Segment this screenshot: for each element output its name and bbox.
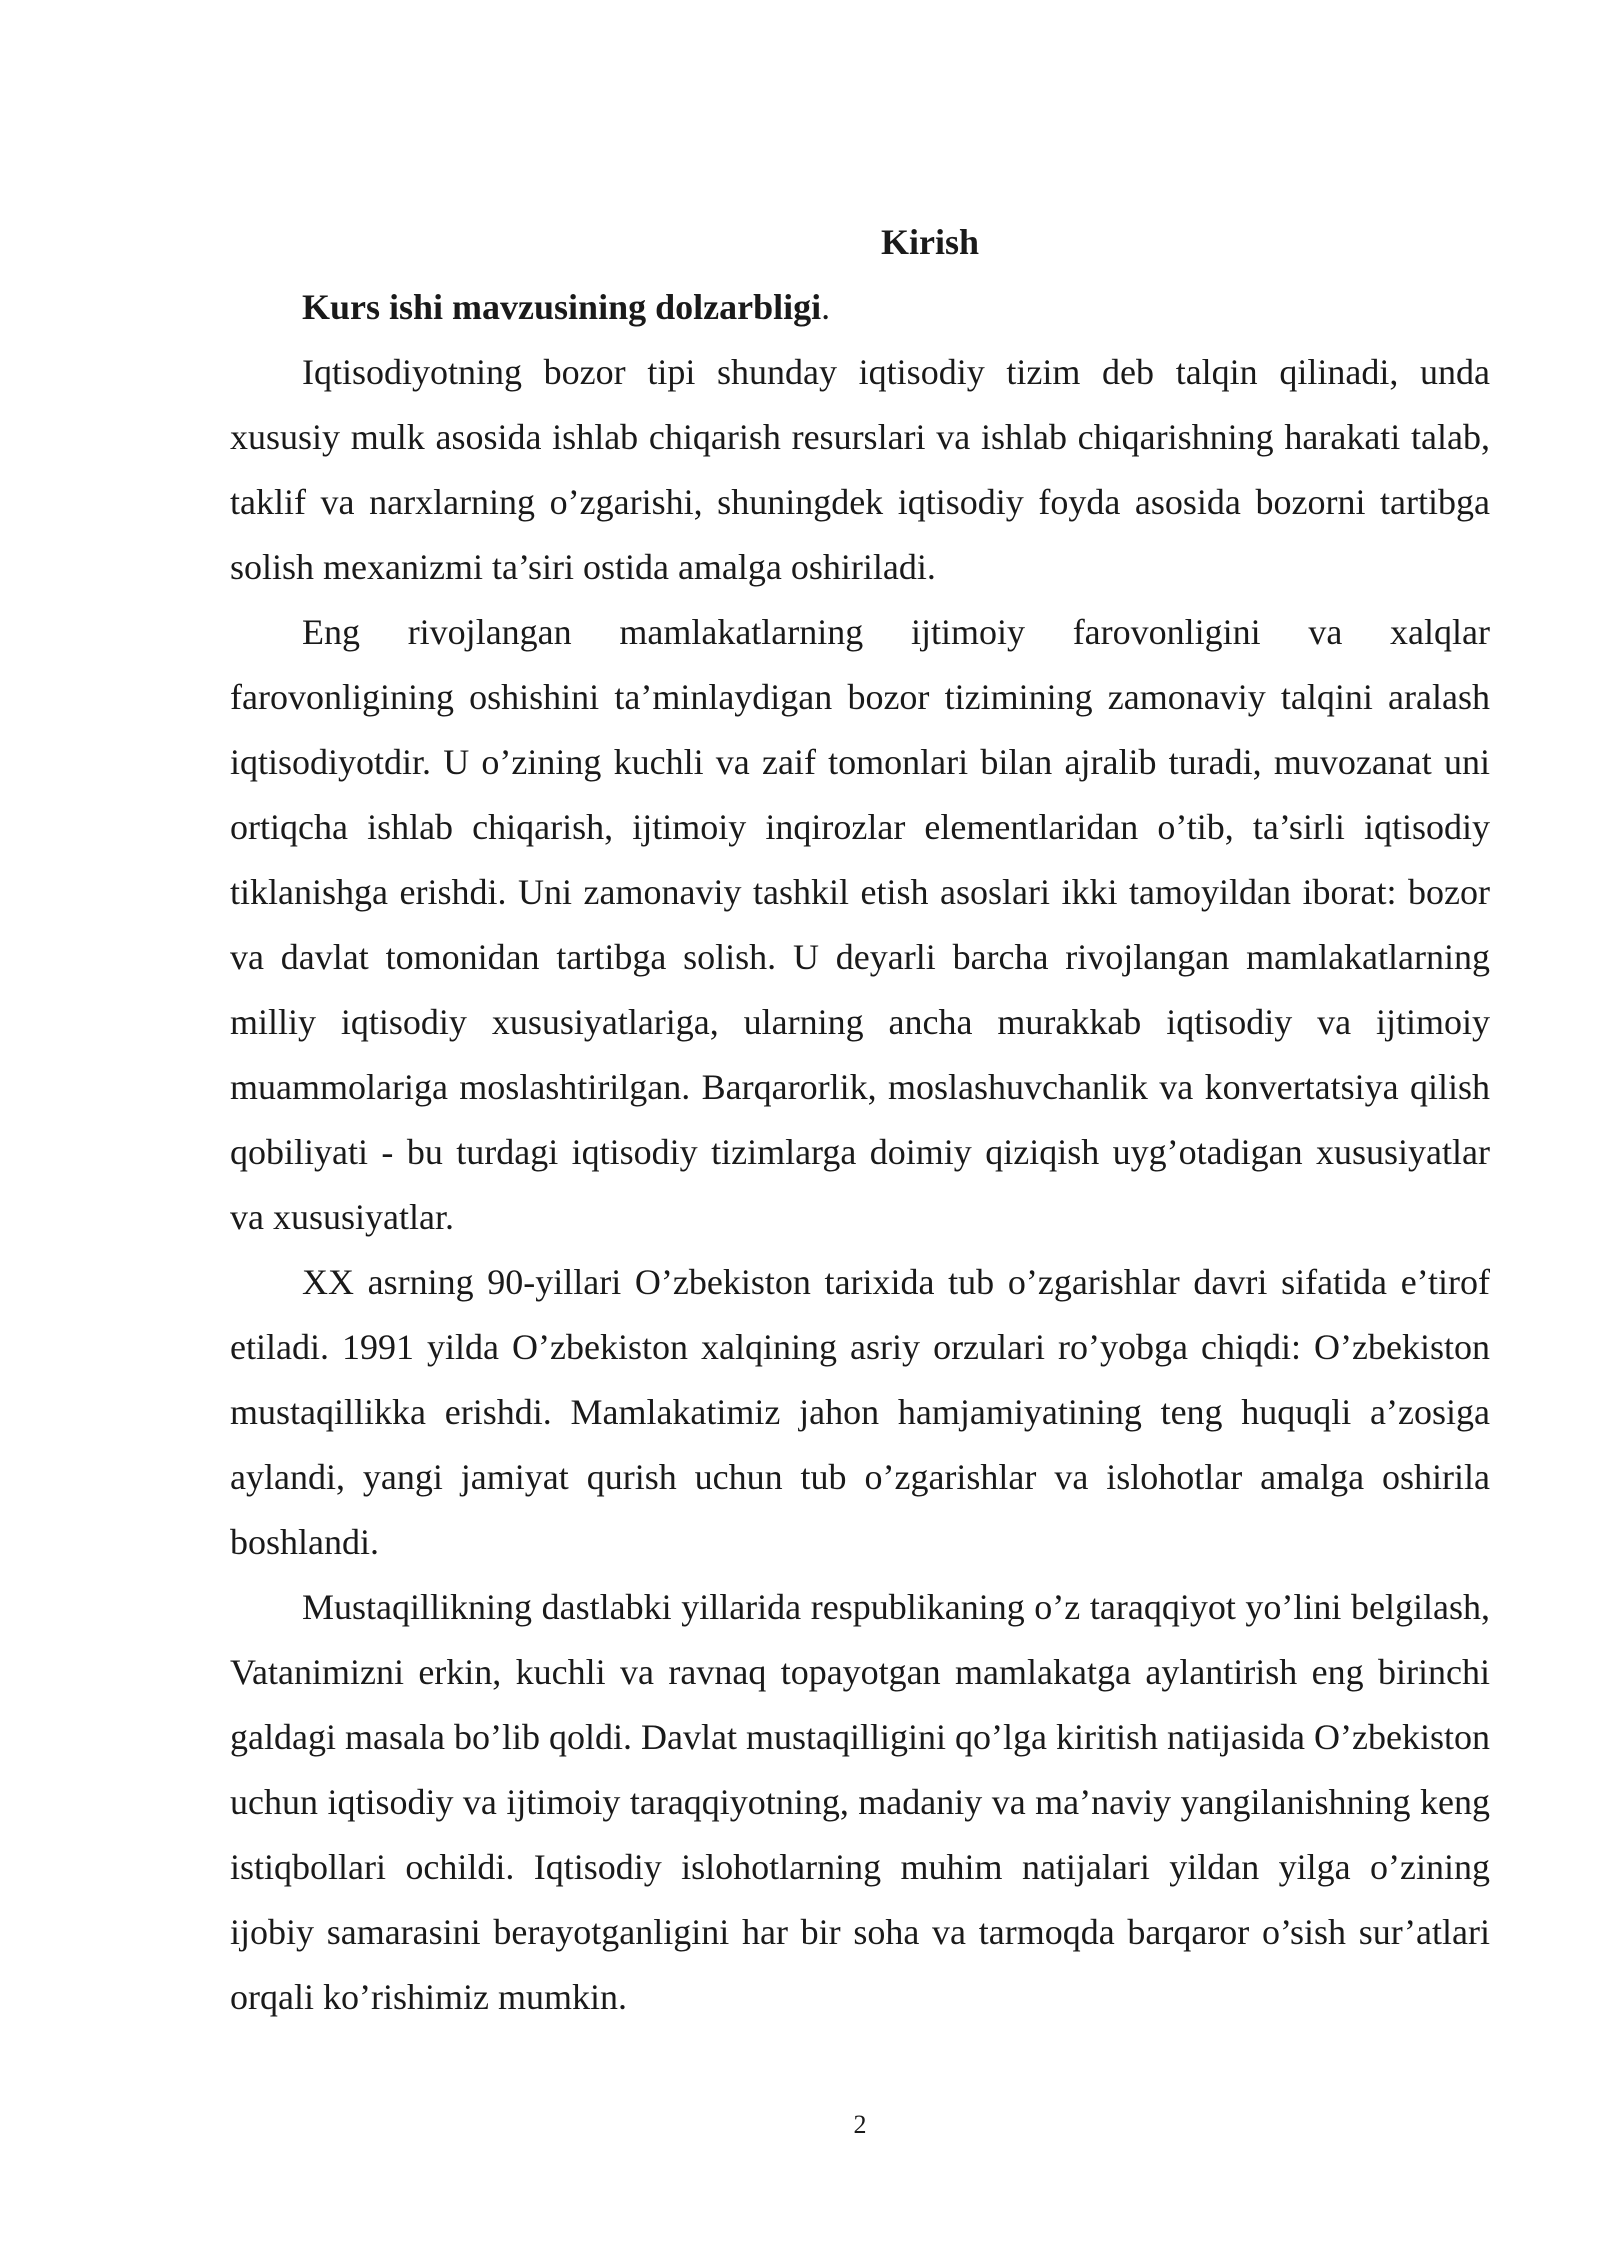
paragraph-1: Iqtisodiyotning bozor tipi shunday iqtisodiy tizim deb talqin qilinadi, unda xususiy mulk asosida ishlab chiqarish resurslari va ishlab chiqarishning harakati talab, taklif va narxlarning o’zgarishi, shuningdek iqtisodiy foyda asosida bozorni tartibga solish mexanizmi ta’siri ostida amalga oshiriladi. bbox=[230, 352, 1490, 587]
paragraph-3: XX asrning 90-yillari O’zbekiston tarixida tub o’zgarishlar davri sifatida e’tirof etiladi. 1991 yilda O’zbekiston xalqining asriy orzulari ro’yobga chiqdi: O’zbekiston mustaqillikka erishdi. Mamlakatimiz jahon hamjamiyatining teng huquqli a’zosiga aylandi, yangi jamiyat qurish uchun tub o’zgarishlar va islohotlar amalga oshirila boshlandi. bbox=[230, 1262, 1490, 1562]
paragraph-2: Eng rivojlangan mamlakatlarning ijtimoiy farovonligini va xalqlar farovonligining oshishini ta’minlaydigan bozor tizimining zamonaviy talqini aralash iqtisodiyotdir. U o’zining kuchli va zaif tomonlari bilan ajralib turadi, muvozanat uni ortiqcha ishlab chiqarish, ijtimoiy inqirozlar elementlaridan o’tib, ta’sirli iqtisodiy tiklanishga erishdi. Uni zamonaviy tashkil etish asoslari ikki tamoyildan iborat: bozor va davlat tomonidan tartibga solish. U deyarli barcha rivojlangan mamlakatlarning milliy iqtisodiy xususiyatlariga, ularning ancha murakkab iqtisodiy va ijtimoiy muammolariga moslashtirilgan. Barqarorlik, moslashuvchanlik va konvertatsiya qilish qobiliyati - bu turdagi iqtisodiy tizimlarga doimiy qiziqish uyg’otadigan xususiyatlar va xususiyatlar. bbox=[230, 612, 1490, 1237]
subheading-tail: . bbox=[821, 287, 831, 327]
subheading-bold-text: Kurs ishi mavzusining dolzarbligi bbox=[302, 287, 822, 327]
page-number: 2 bbox=[853, 2110, 867, 2139]
page-title: Kirish bbox=[880, 222, 979, 262]
page-content bbox=[230, 210, 1490, 2030]
section-subheading bbox=[230, 275, 1490, 340]
paragraph-4: Mustaqillikning dastlabki yillarida respublikaning o’z taraqqiyot yo’lini belgilash, Vatanimizni erkin, kuchli va ravnaq topayotgan mamlakatga aylantirish eng birinchi galdagi masala bo’lib qoldi. Davlat mustaqilligini qo’lga kiritish natijasida O’zbekiston uchun iqtisodiy va ijtimoiy taraqqiyotning, madaniy va ma’naviy yangilanishning keng istiqbollari ochildi. Iqtisodiy islohotlarning muhim natijalari yildan yilga o’zining ijobiy samarasini berayotganligini har bir soha va tarmoqda barqaror o’sish sur’atlari orqali ko’rishimiz mumkin. bbox=[230, 1587, 1490, 2017]
